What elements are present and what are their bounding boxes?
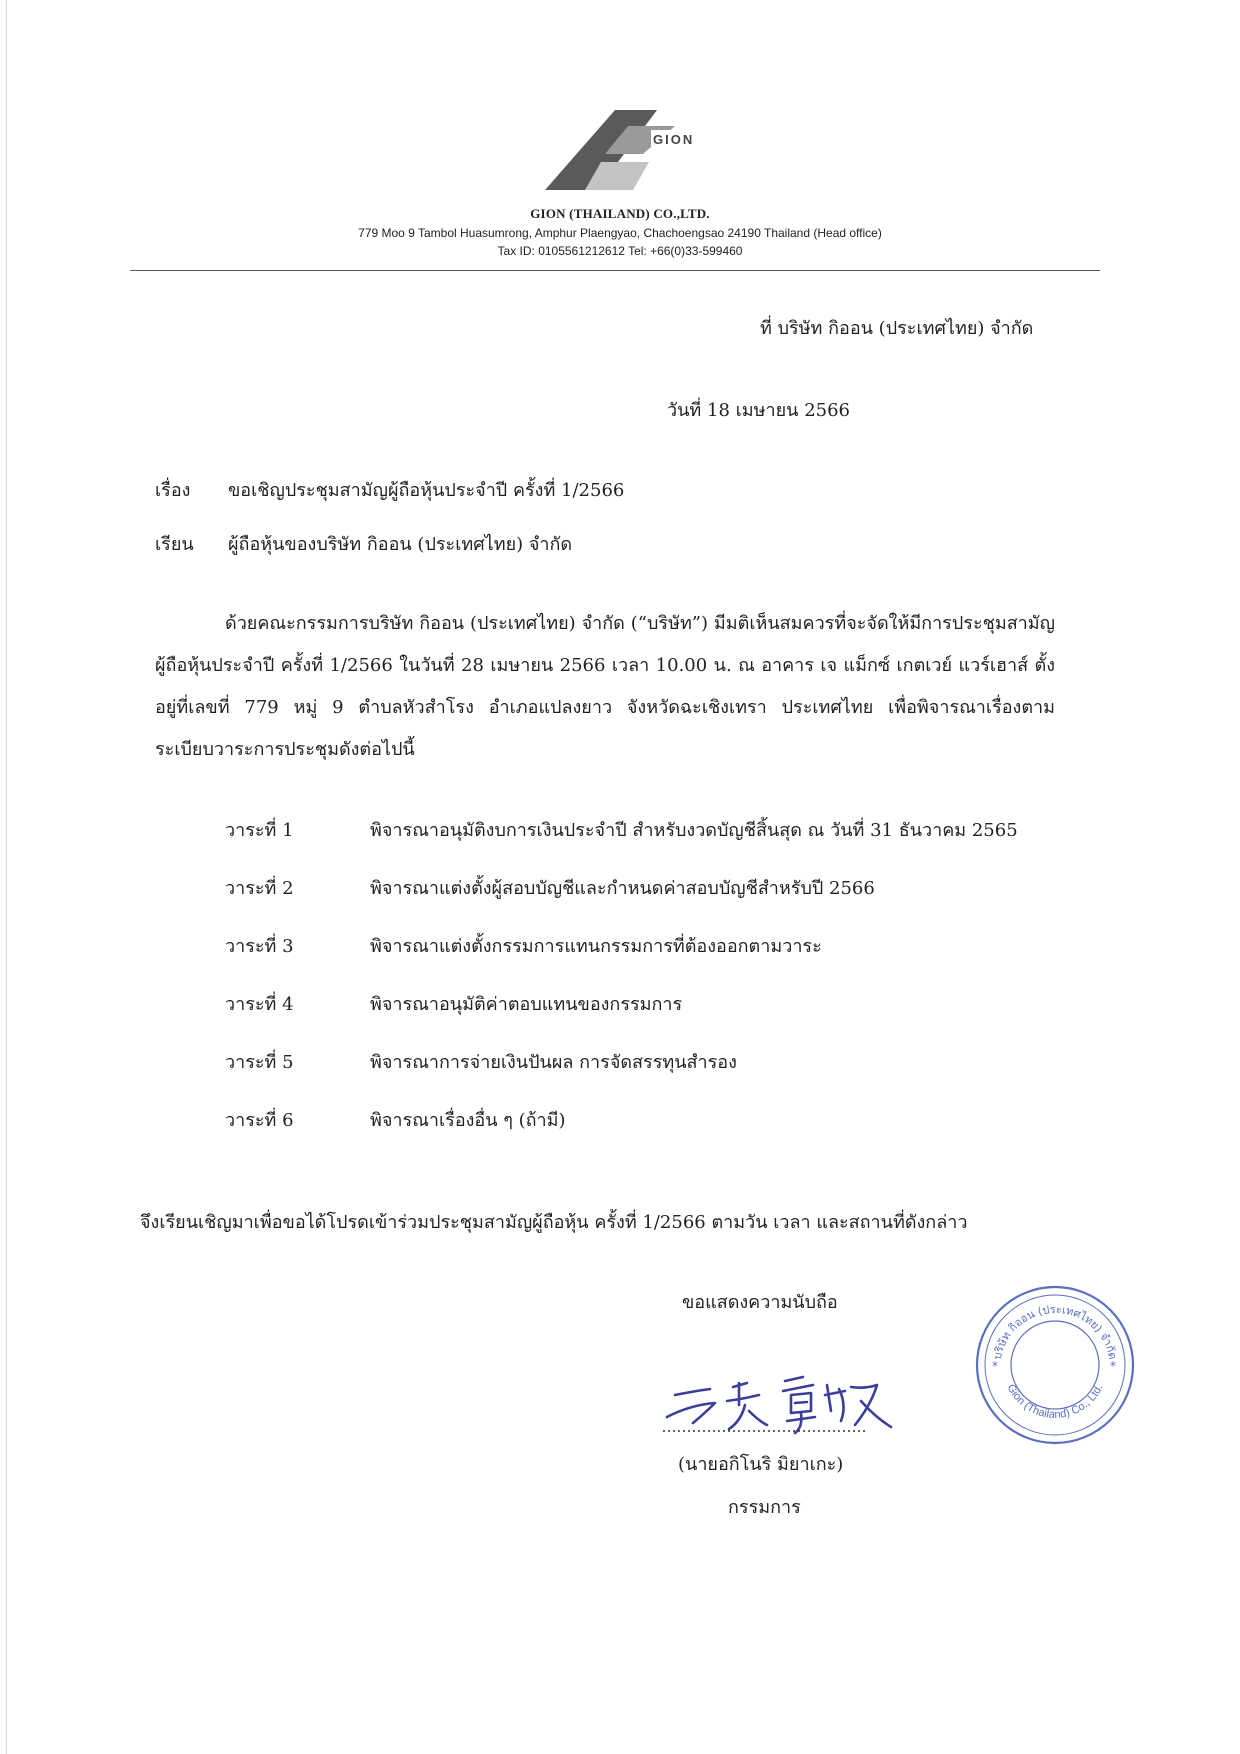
company-address: 779 Moo 9 Tambol Huasumrong, Amphur Plaengyao, Chachoengsao 24190 Thailand (Head office) <box>358 226 882 240</box>
subject-label: เรื่อง <box>155 480 191 501</box>
letter-date: วันที่ 18 เมษายน 2566 <box>667 400 850 421</box>
agenda-text: พิจารณาแต่งตั้งผู้สอบบัญชีและกำหนดค่าสอบบัญชีสำหรับปี 2566 <box>370 878 875 899</box>
company-tax-phone: Tax ID: 0105561212612 Tel: +66(0)33-599460 <box>497 244 743 258</box>
agenda-label: วาระที่ 5 <box>225 1052 294 1073</box>
agenda-label: วาระที่ 4 <box>225 994 294 1015</box>
agenda-text: พิจารณาการจ่ายเงินปันผล การจัดสรรทุนสำรอง <box>370 1052 737 1073</box>
recipient-label: เรียน <box>155 534 194 555</box>
subject-text: ขอเชิญประชุมสามัญผู้ถือหุ้นประจำปี ครั้งที่ 1/2566 <box>228 480 625 501</box>
recipient-text: ผู้ถือหุ้นของบริษัท กิออน (ประเทศไทย) จำกัด <box>228 534 573 555</box>
closing-line: จึงเรียนเชิญมาเพื่อขอได้โปรดเข้าร่วมประชุมสามัญผู้ถือหุ้น ครั้งที่ 1/2566 ตามวัน เวลา และสถานที่ดังกล่าว <box>140 1212 968 1233</box>
seal-text-thai: บริษัท กิออน (ประเทศไทย) จำกัด <box>990 1302 1120 1361</box>
body-text: ด้วยคณะกรรมการบริษัท กิออน (ประเทศไทย) จำกัด (“บริษัท”) มีมติเห็นสมควรที่จะจัดให้มีการประชุมสามัญผู้ถือหุ้นประจำปี ครั้งที่ 1/2566 ในวันที่ 28 เมษายน 2566 เวลา 10.00 น. ณ อาคาร เจ แม็กซ์ เกตเวย์ แวร์เฮาส์ ตั้งอยู่ที่เลขที่ 779 หมู่ 9 ตำบลหัวสำโรง อำเภอแปลงยาว จังหวัดฉะเชิงเทรา ประเทศไทย เพื่อพิจารณาเรื่องตามระเบียบวาระการประชุมดังต่อไปนี้ <box>155 613 1055 760</box>
gion-logo <box>545 110 695 202</box>
agenda-text: พิจารณาแต่งตั้งกรรมการแทนกรรมการที่ต้องออกตามวาระ <box>370 936 822 957</box>
agenda-label: วาระที่ 3 <box>225 936 294 957</box>
company-name: GION (THAILAND) CO.,LTD. <box>530 206 710 221</box>
agenda-label: วาระที่ 6 <box>225 1110 294 1131</box>
svg-text:*: * <box>992 1359 998 1373</box>
agenda-label: วาระที่ 1 <box>225 820 294 841</box>
agenda-text: พิจารณาอนุมัติงบการเงินประจำปี สำหรับงวดบัญชีสิ้นสุด ณ วันที่ 31 ธันวาคม 2565 <box>370 820 1018 841</box>
logo-wordmark: GION <box>653 132 695 147</box>
svg-text:Gion (Thailand) Co., Ltd. <box>1004 1382 1105 1421</box>
body-paragraph <box>155 603 1055 771</box>
svg-text:*: * <box>1110 1359 1116 1373</box>
sender-line: ที่ บริษัท กิออน (ประเทศไทย) จำกัด <box>760 318 1034 339</box>
agenda-text: พิจารณาเรื่องอื่น ๆ (ถ้ามี) <box>370 1110 566 1131</box>
regards-line: ขอแสดงความนับถือ <box>682 1292 838 1313</box>
company-seal-stamp <box>970 1280 1140 1450</box>
signature-mark <box>655 1365 905 1440</box>
agenda-label: วาระที่ 2 <box>225 878 294 899</box>
agenda-text: พิจารณาอนุมัติค่าตอบแทนของกรรมการ <box>370 994 683 1015</box>
signer-name: (นายอกิโนริ มิยาเกะ) <box>678 1454 844 1475</box>
page-edge-line <box>6 0 7 1754</box>
header-divider <box>130 270 1100 271</box>
seal-text-english: Gion (Thailand) Co., Ltd. <box>1004 1382 1106 1421</box>
signer-title: กรรมการ <box>728 1497 801 1518</box>
